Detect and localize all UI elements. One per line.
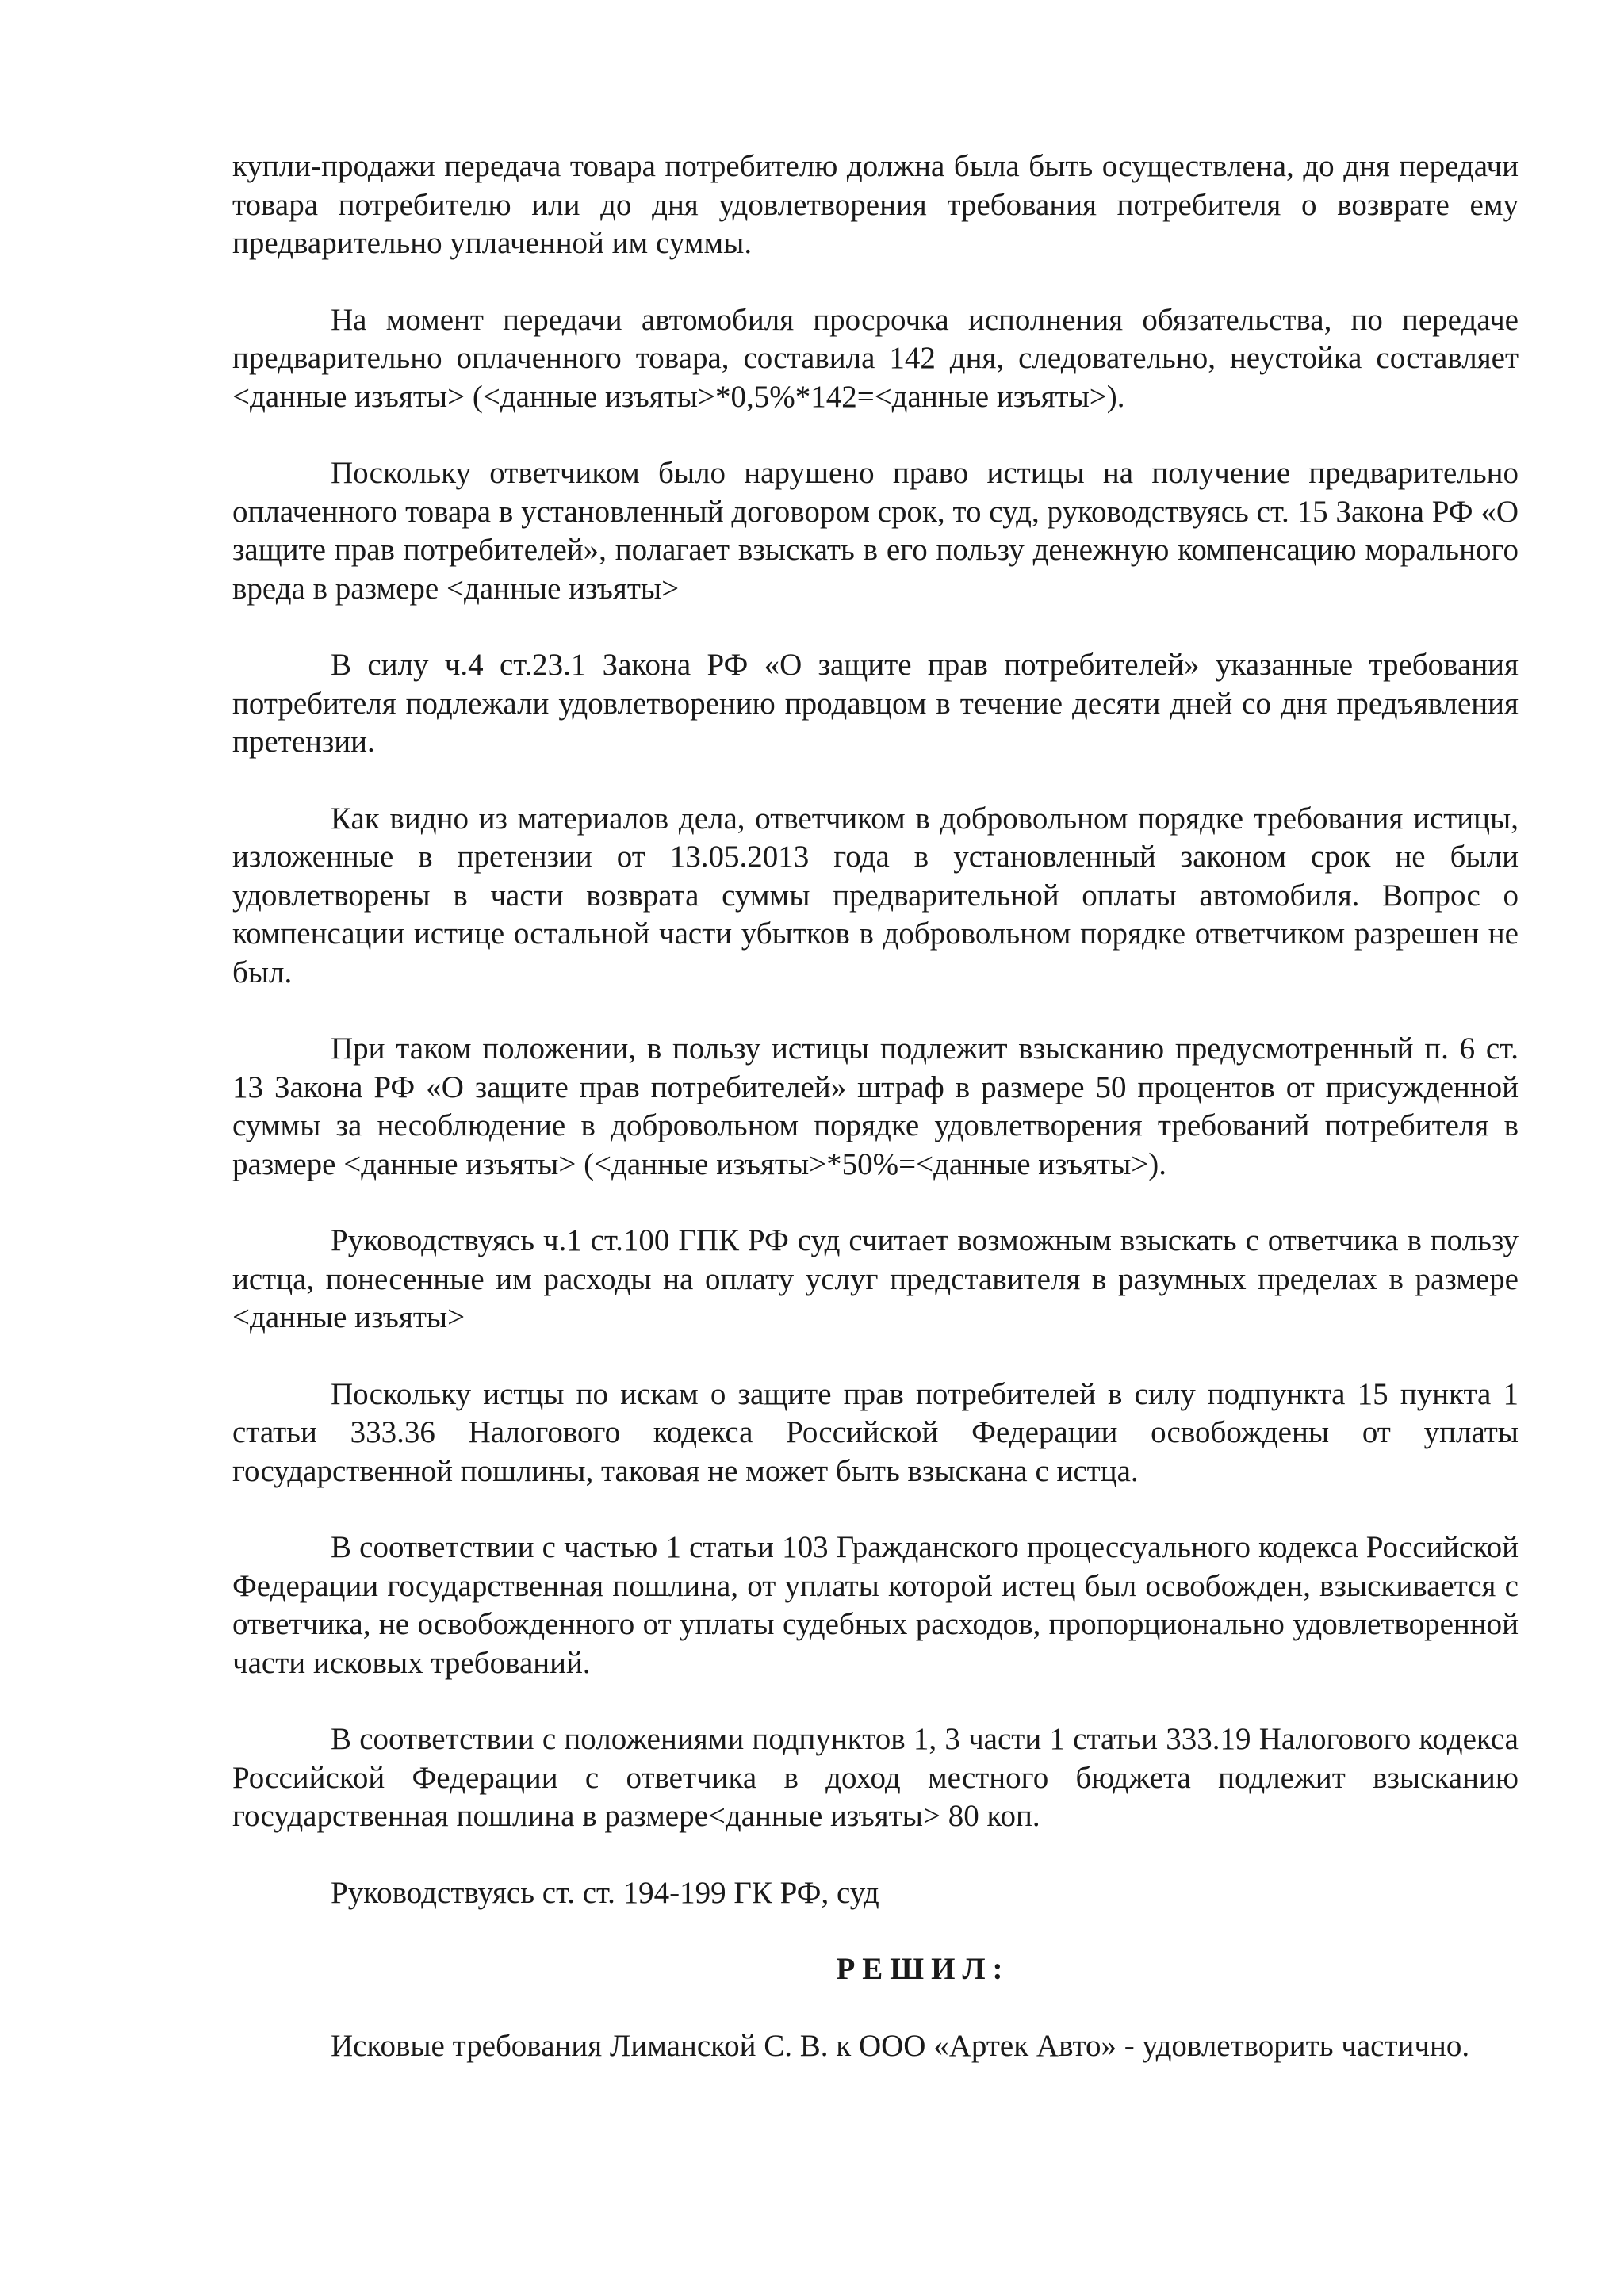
paragraph-10: В соответствии с положениями подпунктов 1, 3 части 1 статьи 333.19 Налогового кодекса Российской Федерации с ответчика в доход местного бюджета подлежит взысканию государственная пошлина в размере<данные изъяты> 80 коп. [232, 1722, 1519, 1833]
paragraph-3: Поскольку ответчиком было нарушено право истицы на получение предварительно оплаченного товара в установленный договором срок, то суд, руководствуясь ст. 15 Закона РФ «О защите прав потребителей», полагает взыскать в его пользу денежную компенсацию морального вреда в размере <данные изъяты> [232, 456, 1519, 606]
final-paragraph: Исковые требования Лиманской С. В. к ООО «Артек Авто» - удовлетворить частично. [331, 2028, 1470, 2063]
paragraph-8: Поскольку истцы по искам о защите прав потребителей в силу подпункта 15 пункта 1 статьи 333.36 Налогового кодекса Российской Федерации освобождены от уплаты государственной пошлины, таковая не может быть взыскана с истца. [232, 1376, 1519, 1488]
paragraph-4: В силу ч.4 ст.23.1 Закона РФ «О защите прав потребителей» указанные требования потребителя подлежали удовлетворению продавцом в течение десяти дней со дня предъявления претензии. [232, 648, 1519, 759]
paragraph-1: купли-продажи передача товара потребителю должна была быть осуществлена, до дня передачи товара потребителю или до дня удовлетворения требования потребителя о возврате ему предварительно уплаченной им суммы. [232, 149, 1519, 260]
document-page [232, 147, 1519, 2103]
paragraph-6: При таком положении, в пользу истицы подлежит взысканию предусмотренный п. 6 ст. 13 Закона РФ «О защите прав потребителей» штраф в размере 50 процентов от присужденной суммы за несоблюдение в добровольном порядке удовлетворения требований потребителя в размере <данные изъяты> (<данные изъяты>*50%=<данные изъяты>). [232, 1031, 1519, 1181]
paragraph-5: Как видно из материалов дела, ответчиком в добровольном порядке требования истицы, изложенные в претензии от 13.05.2013 года в установленный законом срок не были удовлетворены в части возврата суммы предварительной оплаты автомобиля. Вопрос о компенсации истице остальной части убытков в добровольном порядке ответчиком разрешен не был. [232, 801, 1519, 989]
paragraph-2: На момент передачи автомобиля просрочка исполнения обязательства, по передаче предварительно оплаченного товара, составила 142 дня, следовательно, неустойка составляет <данные изъяты> (<данные изъяты>*0,5%*142=<данные изъяты>). [232, 302, 1519, 414]
paragraph-7: Руководствуясь ч.1 ст.100 ГПК РФ суд считает возможным взыскать с ответчика в пользу истца, понесенные им расходы на оплату услуг представителя в разумных пределах в размере <данные изъяты> [232, 1223, 1519, 1334]
decision-heading: РЕШИЛ: [836, 1952, 1010, 1986]
paragraph-11: Руководствуясь ст. ст. 194-199 ГК РФ, суд [331, 1875, 879, 1910]
paragraph-9: В соответствии с частью 1 статьи 103 Гражданского процессуального кодекса Российской Федерации государственная пошлина, от уплаты которой истец был освобожден, взыскивается с ответчика, не освобожденного от уплаты судебных расходов, пропорционально удовлетворенной части исковых требований. [232, 1530, 1519, 1680]
